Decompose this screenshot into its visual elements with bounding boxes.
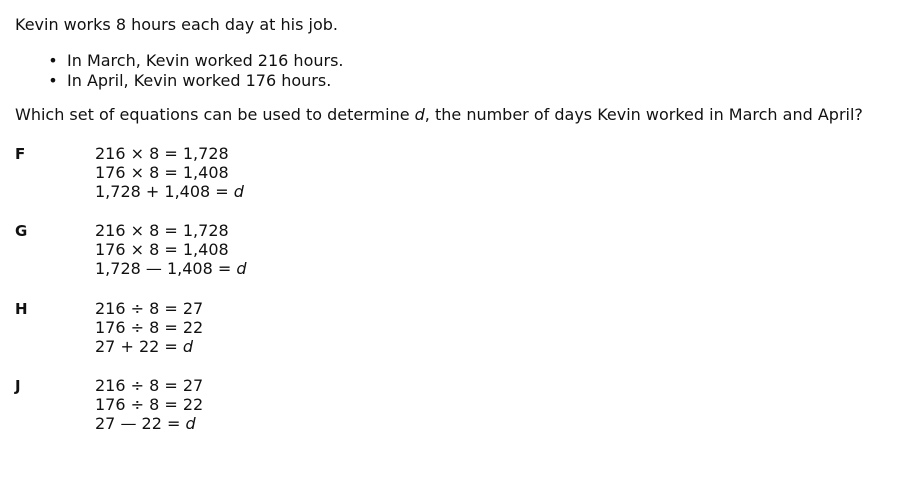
choice-equations: [95, 376, 203, 433]
choice-equations: [95, 144, 244, 201]
bullet-icon: •: [48, 71, 58, 90]
question-text: [15, 105, 863, 125]
intro-text: Kevin works 8 hours each day at his job.: [15, 15, 338, 34]
equation-variable: d: [236, 259, 247, 278]
choice-letter: F: [15, 145, 26, 163]
equation-line-final: [95, 182, 244, 201]
equation-lhs: 1,728 — 1,408 =: [95, 259, 237, 278]
bullet-icon: •: [48, 51, 58, 70]
answer-choice-h[interactable]: [0, 299, 900, 359]
equation-line: 176 × 8 = 1,408: [95, 240, 229, 259]
equation-lhs: 1,728 + 1,408 =: [95, 182, 234, 201]
equation-line: 176 × 8 = 1,408: [95, 163, 229, 182]
question-variable: d: [414, 105, 425, 124]
choice-letter: J: [15, 377, 21, 395]
equation-line-final: [95, 337, 203, 356]
choice-equations: [95, 299, 203, 356]
equation-variable: d: [233, 182, 244, 201]
equation-line: 216 × 8 = 1,728: [95, 221, 229, 240]
answer-choice-f[interactable]: [0, 144, 900, 204]
fact-april: In April, Kevin worked 176 hours.: [67, 71, 332, 90]
facts-list: [48, 51, 344, 91]
answer-choice-j[interactable]: [0, 376, 900, 436]
equation-lhs: 27 — 22 =: [95, 414, 186, 433]
equation-line-final: [95, 414, 203, 433]
equation-line: 176 ÷ 8 = 22: [95, 395, 204, 414]
choice-letter: H: [15, 300, 28, 318]
list-item: [48, 71, 344, 91]
fact-march: In March, Kevin worked 216 hours.: [67, 51, 344, 70]
equation-variable: d: [185, 414, 196, 433]
equation-variable: d: [182, 337, 194, 356]
equation-lhs: 27 + 22 =: [95, 337, 183, 356]
choice-letter: G: [15, 222, 28, 240]
choice-equations: [95, 221, 247, 278]
equation-line: 216 × 8 = 1,728: [95, 144, 229, 163]
answer-choice-g[interactable]: [0, 221, 900, 281]
equation-line-final: [95, 259, 247, 278]
question-after: , the number of days Kevin worked in March and April?: [424, 105, 863, 124]
question-before: Which set of equations can be used to determine: [15, 105, 415, 124]
list-item: [48, 51, 344, 71]
equation-line: 216 ÷ 8 = 27: [95, 299, 204, 318]
equation-line: 176 ÷ 8 = 22: [95, 318, 204, 337]
equation-line: 216 ÷ 8 = 27: [95, 376, 204, 395]
